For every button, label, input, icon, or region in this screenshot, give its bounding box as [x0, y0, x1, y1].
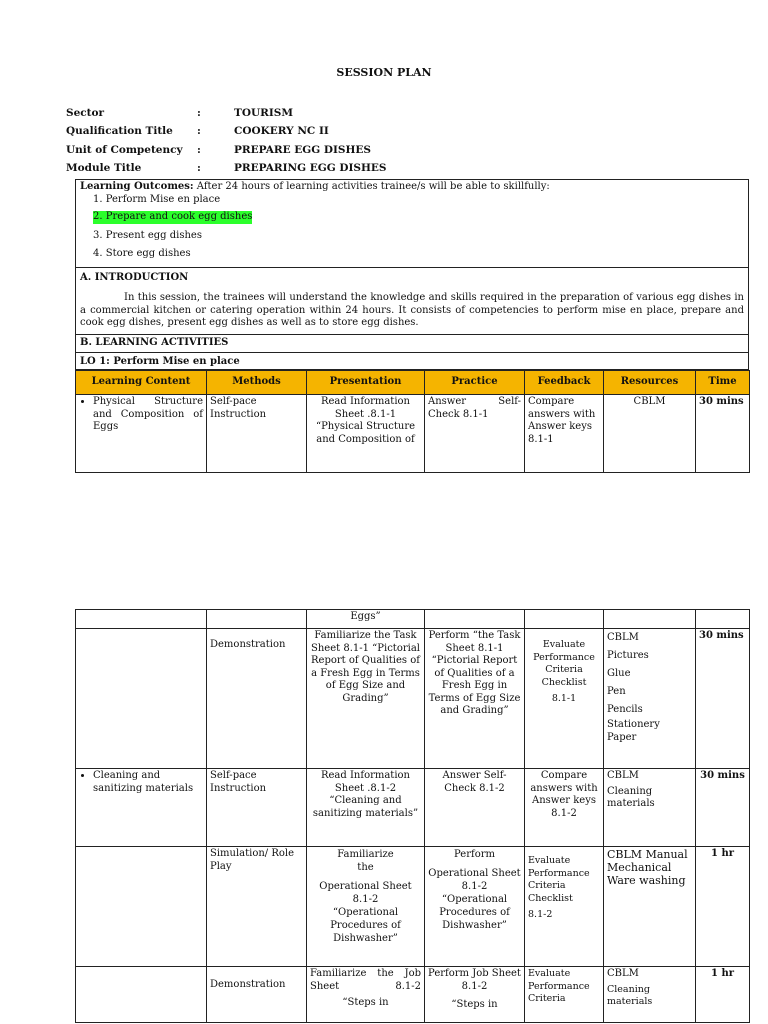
- cell-feedback: [525, 847, 604, 967]
- learning-outcomes-box: [75, 179, 749, 268]
- resource-item: Pictures: [607, 650, 649, 661]
- table-row-simulation: [76, 847, 750, 967]
- meta-value: TOURISM: [234, 107, 293, 119]
- cell-time: 30 mins: [696, 629, 750, 769]
- outcomes-intro: After 24 hours of learning activities trainee/s will be able to skillfully:: [193, 181, 550, 192]
- cell-method: Demonstration: [207, 629, 307, 769]
- resource-item: Stationery Paper: [607, 719, 660, 743]
- resource-item: Glue: [607, 668, 631, 679]
- outcome-item: 4. Store egg dishes: [93, 248, 191, 259]
- meta-value: PREPARE EGG DISHES: [234, 144, 371, 156]
- cell-presentation: [307, 847, 425, 967]
- content-item: • Physical Structure and Composition of Eggs: [93, 396, 203, 434]
- outcome-item-highlighted: 2. Prepare and cook egg dishes: [93, 211, 253, 222]
- cell-resources: CBLM: [604, 395, 696, 473]
- presentation-line: the: [357, 862, 374, 873]
- cell-presentation: Eggs”: [307, 610, 425, 629]
- activities-table-page1: [75, 370, 750, 473]
- activities-heading-box: [75, 334, 749, 353]
- resource-item: Cleaning materials: [607, 785, 655, 809]
- cell-practice: Answer Self-Check 8.1-2: [425, 769, 525, 847]
- table-header-row: [76, 371, 750, 395]
- meta-colon: :: [197, 162, 201, 174]
- meta-value: COOKERY NC II: [234, 125, 329, 137]
- resource-item: CBLM: [607, 968, 639, 979]
- cell-practice: [425, 847, 525, 967]
- resource-item: CBLM: [607, 770, 639, 781]
- cell-time: 1 hr: [696, 847, 750, 967]
- header-presentation: Presentation: [307, 371, 425, 395]
- table-row-carry: [76, 610, 750, 629]
- header-methods: Methods: [207, 371, 307, 395]
- header-resources: Resources: [604, 371, 696, 395]
- practice-line: Perform Job Sheet 8.1-2: [428, 968, 521, 992]
- introduction-heading: A. INTRODUCTION: [80, 272, 189, 283]
- cell-time: 30 mins: [696, 395, 750, 473]
- cell-presentation: Read Information Sheet .8.1-2 “Cleaning and sanitizing materials”: [307, 769, 425, 847]
- presentation-line: Operational Sheet: [319, 881, 412, 892]
- activities-heading: B. LEARNING ACTIVITIES: [80, 337, 229, 348]
- introduction-text: In this session, the trainees will understand the knowledge and skills required in the preparation of various egg dishes in a commercial kitchen or catering operation within 24 hours. It consists of competencies to perform mise en place, prepare and cook egg dishes, present egg dishes as well as to store egg dishes.: [80, 292, 744, 328]
- outcomes-label: Learning Outcomes:: [80, 181, 194, 192]
- cell-resources: [604, 769, 696, 847]
- lo-heading: LO 1: Perform Mise en place: [80, 356, 240, 367]
- resource-item: Pencils: [607, 704, 643, 715]
- cell-time: 30 mins: [696, 769, 750, 847]
- table-row: [76, 395, 750, 473]
- practice-line: 8.1-2: [461, 881, 488, 892]
- page-title: SESSION PLAN: [336, 66, 432, 79]
- resource-item: CBLM: [607, 632, 639, 643]
- cell-presentation: Familiarize the Task Sheet 8.1-1 “Pictorial Report of Qualities of a Fresh Egg in Terms of Egg Size and Grading”: [307, 629, 425, 769]
- cell-resources: [604, 629, 696, 769]
- lo-heading-box: [75, 352, 749, 370]
- cell-method: Simulation/ Role Play: [207, 847, 307, 967]
- cell-feedback: Evaluate Performance Criteria: [525, 967, 604, 1023]
- meta-colon: :: [197, 125, 201, 137]
- activities-table-page2: [75, 609, 750, 1023]
- cell-feedback: Compare answers with Answer keys 8.1-1: [525, 395, 604, 473]
- presentation-line: 8.1-2: [352, 894, 379, 905]
- table-row-demonstration: [76, 629, 750, 769]
- practice-line: Perform: [454, 849, 495, 860]
- header-time: Time: [696, 371, 750, 395]
- cell-method: Self-pace Instruction: [207, 769, 307, 847]
- cell-resources: [604, 967, 696, 1023]
- meta-key: Module Title: [66, 162, 142, 174]
- cell-presentation: Read Information Sheet .8.1-1 “Physical Structure and Composition of: [307, 395, 425, 473]
- meta-colon: :: [197, 107, 201, 119]
- feedback-text: Evaluate Performance Criteria Checklist: [533, 639, 595, 688]
- resource-item: Cleaning materials: [607, 983, 653, 1007]
- table-row-demonstration-2: [76, 967, 750, 1023]
- meta-value: PREPARING EGG DISHES: [234, 162, 387, 174]
- presentation-line: “Steps in: [342, 997, 389, 1008]
- cell-presentation: [307, 967, 425, 1023]
- introduction-box: [75, 267, 749, 335]
- header-practice: Practice: [425, 371, 525, 395]
- cell-practice: Answer Self-Check 8.1-1: [425, 395, 525, 473]
- cell-content: [76, 769, 207, 847]
- cell-practice: Perform “the Task Sheet 8.1-1 “Pictorial Report of Qualities of a Fresh Egg in Terms of Egg Size and Grading”: [425, 629, 525, 769]
- feedback-code: 8.1-1: [551, 693, 577, 704]
- header-feedback: Feedback: [525, 371, 604, 395]
- feedback-text: Evaluate Performance Criteria Checklist: [528, 855, 590, 904]
- cell-practice: [425, 967, 525, 1023]
- cell-method: Self-pace Instruction: [207, 395, 307, 473]
- cell-time: 1 hr: [696, 967, 750, 1023]
- cell-feedback: Compare answers with Answer keys 8.1-2: [525, 769, 604, 847]
- table-row-cleaning: [76, 769, 750, 847]
- cell-method: Demonstration: [207, 967, 307, 1023]
- outcome-item: 3. Present egg dishes: [93, 230, 202, 241]
- header-learning-content: Learning Content: [76, 371, 207, 395]
- cell-feedback: [525, 629, 604, 769]
- content-item: • Cleaning and sanitizing materials: [93, 770, 203, 795]
- meta-key: Unit of Competency: [66, 144, 183, 156]
- meta-key: Qualification Title: [66, 125, 173, 137]
- meta-key: Sector: [66, 107, 105, 119]
- meta-colon: :: [197, 144, 201, 156]
- presentation-line: Familiarize: [337, 849, 394, 860]
- cell-content: [76, 395, 207, 473]
- practice-line: “Operational Procedures of Dishwasher”: [439, 894, 510, 931]
- resource-item: Pen: [607, 686, 626, 697]
- practice-line: Operational Sheet: [428, 868, 521, 879]
- practice-line: “Steps in: [451, 999, 498, 1010]
- feedback-code: 8.1-2: [528, 909, 553, 920]
- cell-resources: CBLM Manual Mechanical Ware washing: [604, 847, 696, 967]
- outcome-item: 1. Perform Mise en place: [93, 194, 221, 205]
- presentation-line: Familiarize the Job Sheet 8.1-2: [310, 968, 421, 992]
- presentation-line: “Operational Procedures of Dishwasher”: [330, 907, 401, 944]
